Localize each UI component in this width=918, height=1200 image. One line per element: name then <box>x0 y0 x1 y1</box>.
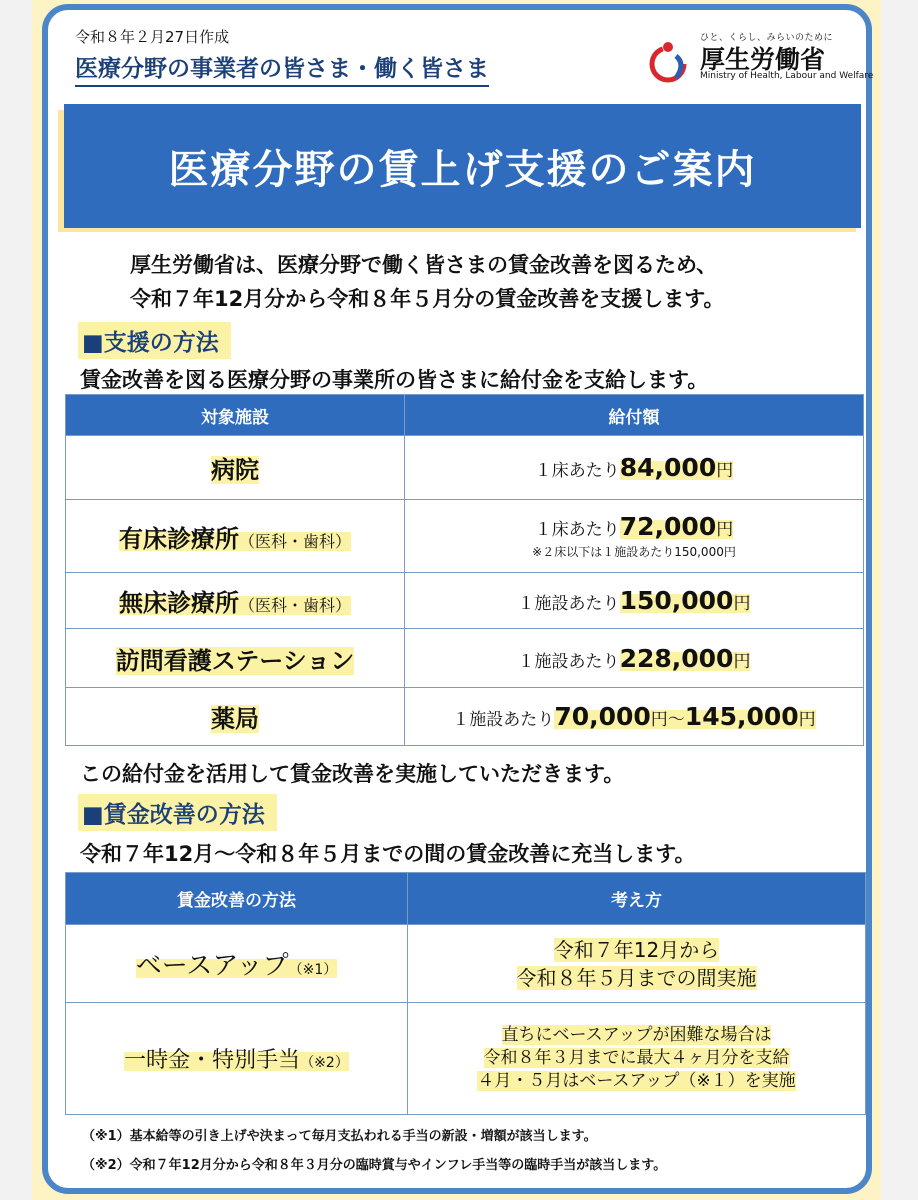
facility-qualifier: （医科・歯科） <box>238 531 351 551</box>
amount-prefix: １施設あたり <box>452 710 555 730</box>
wage-table <box>65 872 866 1115</box>
table-row <box>66 573 864 629</box>
intro-line-1: 厚生労働省は、医療分野で働く皆さまの賃金改善を図るため、 <box>130 253 718 277</box>
amount-unit: 円 <box>733 651 751 672</box>
amount-note: ※２床以下は１施設あたり150,000円 <box>532 545 736 559</box>
support-table-header <box>66 395 864 436</box>
footnote-2: （※2）令和７年12月分から令和８年３月分の臨時賞与やインフレ手当等の臨時手当が該当します。 <box>82 1158 667 1173</box>
ministry-tagline: ひと、くらし、みらいのために <box>700 33 834 43</box>
column-header-amount: 給付額 <box>405 395 864 436</box>
wage-description: 令和７年12月～令和８年５月までの間の賃金改善に充当します。 <box>80 842 696 866</box>
amount-value: 70,000 <box>554 702 651 731</box>
amount-value: 228,000 <box>619 643 734 673</box>
amount-value: 72,000 <box>619 512 717 541</box>
method-note-tag: （※2） <box>300 1055 349 1071</box>
amount-unit: 円 <box>733 594 751 614</box>
amount-value: 150,000 <box>619 586 734 615</box>
intro-text <box>130 248 850 316</box>
facility-name: 訪問看護ステーション <box>115 646 355 675</box>
table-row <box>66 629 864 688</box>
intro-line-2: 令和７年12月分から令和８年５月分の賃金改善を支援します。 <box>130 287 725 311</box>
ministry-name-english: Ministry of Health, Labour and Welfare <box>700 71 874 81</box>
footnote-1: （※1）基本給等の引き上げや決まって毎月支払われる手当の新設・増額が該当します。 <box>82 1129 597 1144</box>
method-note-tag: （※1） <box>288 962 338 978</box>
amount-value: 84,000 <box>619 453 717 482</box>
facility-qualifier: （医科・歯科） <box>238 596 351 615</box>
amount-unit: 円 <box>716 461 734 481</box>
facility-name: 無床診療所 <box>118 589 239 617</box>
amount-prefix: １施設あたり <box>517 594 620 614</box>
approach-line: 令和８年３月までに最大４ヶ月分を支給 <box>483 1048 790 1068</box>
support-heading-label: 支援の方法 <box>103 330 219 356</box>
support-closing: この給付金を活用して賃金改善を実施していただきます。 <box>80 762 625 786</box>
amount-unit-max: 円 <box>798 710 816 730</box>
table-row <box>66 688 864 746</box>
approach-line: 令和８年５月までの間実施 <box>516 965 757 990</box>
approach-line: ４月・５月はベースアップ（※１）を実施 <box>477 1071 796 1091</box>
amount-prefix: １施設あたり <box>517 651 620 672</box>
table-row <box>66 500 864 573</box>
creation-date: 令和８年２月27日作成 <box>75 28 230 46</box>
support-heading <box>78 322 231 359</box>
square-bullet-icon: ■ <box>82 330 104 356</box>
approach-line: 直ちにベースアップが困難な場合は <box>501 1025 772 1045</box>
amount-prefix: １床あたり <box>534 520 620 540</box>
table-row <box>66 925 866 1003</box>
wage-table-header <box>66 873 866 925</box>
support-table <box>65 394 864 746</box>
page-title: 医療分野の賃上げ支援のご案内 <box>168 146 757 193</box>
column-header-approach: 考え方 <box>408 873 866 925</box>
amount-unit: 円～ <box>650 710 685 730</box>
facility-name: 病院 <box>211 456 259 484</box>
audience-heading: 医療分野の事業者の皆さま・働く皆さま <box>75 50 489 87</box>
support-description: 賃金改善を図る医療分野の事業所の皆さまに給付金を支給します。 <box>80 368 709 392</box>
method-name: 一時金・特別手当 <box>124 1048 301 1073</box>
ministry-name: 厚生労働省 <box>700 45 826 74</box>
ministry-logo-icon <box>646 38 692 84</box>
column-header-facility: 対象施設 <box>66 395 405 436</box>
facility-name: 有床診療所 <box>118 524 239 553</box>
wage-heading <box>78 794 277 831</box>
facility-name: 薬局 <box>211 705 259 733</box>
amount-unit: 円 <box>716 520 734 540</box>
amount-prefix: １床あたり <box>534 461 620 481</box>
table-row <box>66 1003 866 1115</box>
table-row <box>66 436 864 500</box>
title-banner <box>64 104 861 228</box>
approach-line: 令和７年12月から <box>553 937 720 962</box>
wage-heading-label: 賃金改善の方法 <box>103 802 265 828</box>
column-header-method: 賃金改善の方法 <box>66 873 408 925</box>
method-name: ベースアップ <box>135 951 289 981</box>
square-bullet-icon: ■ <box>82 802 104 828</box>
amount-value-max: 145,000 <box>684 702 799 731</box>
